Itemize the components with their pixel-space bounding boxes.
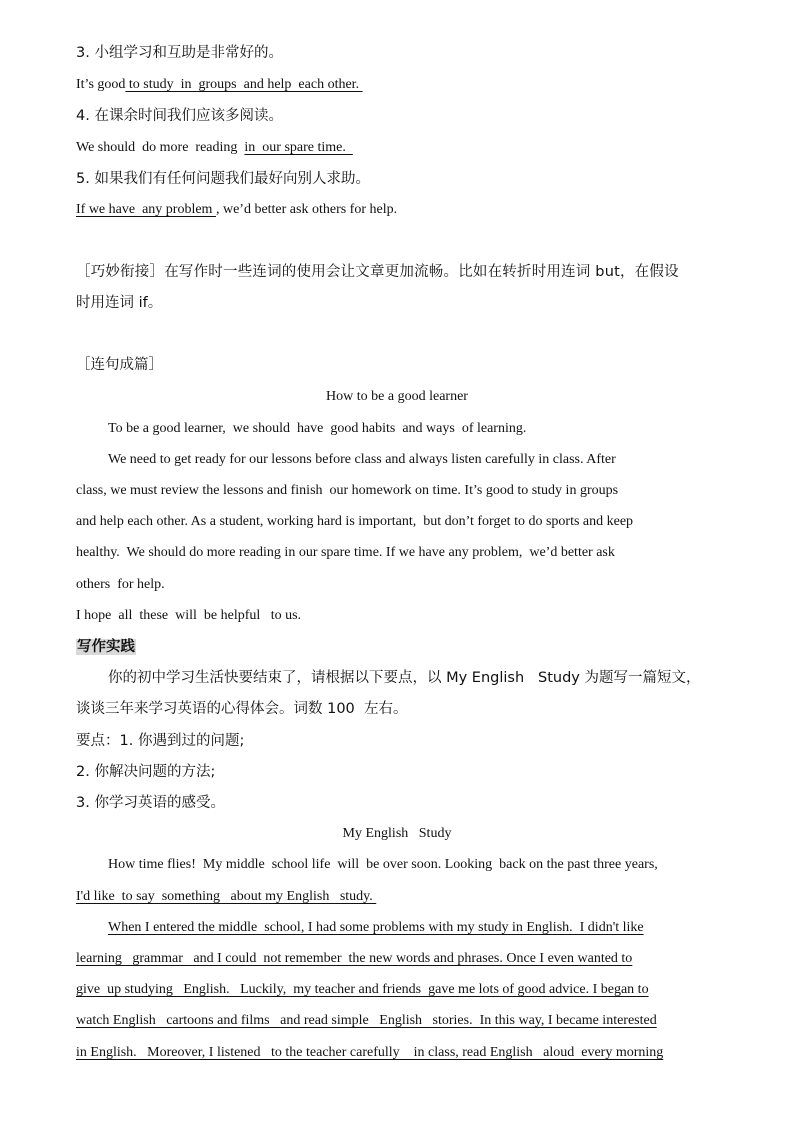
lianju-paragraph-2-line-1: We need to get ready for our lessons before class and always listen carefully in class. After [108, 452, 616, 467]
practice-point-2: 2. 你解决问题的方法; [76, 764, 216, 780]
lianju-paragraph-3: I hope all these will be helpful to us. [76, 608, 302, 623]
lianju-heading: ［连句成篇］ [76, 357, 163, 373]
tip-line-1: ［巧妙衔接］在写作时一些连词的使用会让文章更加流畅。比如在转折时用连词 but，在假设 [76, 264, 679, 280]
essay-paragraph-2-line-1: When I entered the middle school, I had some problems with my study in English. I didn't like [108, 920, 644, 935]
item-4-prefix: We should do more reading [76, 140, 245, 155]
item-4-chinese: 4. 在课余时间我们应该多阅读。 [76, 108, 283, 124]
item-3-english [76, 75, 363, 95]
item-4-answer: in our spare time. [244, 140, 353, 155]
essay-paragraph-1-line-2: I'd like to say something about my English study. [76, 889, 377, 904]
lianju-title: How to be a good learner [326, 389, 468, 404]
lianju-paragraph-2-line-2: class, we must review the lessons and finish our homework on time. It’s good to study in groups [76, 483, 619, 498]
essay-paragraph-2-line-5: in English. Moreover, I listened to the teacher carefully in class, read English aloud every morning [76, 1045, 664, 1060]
practice-prompt-line-2: 谈谈三年来学习英语的心得体会。词数 100 左右。 [76, 701, 408, 717]
lianju-paragraph-2-line-3: and help each other. As a student, working hard is important, but don’t forget to do sports and keep [76, 514, 634, 529]
essay-paragraph-2-line-3: give up studying English. Luckily, my teacher and friends gave me lots of good advice. I began to [76, 982, 649, 997]
lianju-paragraph-2-line-5: others for help. [76, 577, 165, 592]
item-4-english [76, 138, 353, 158]
practice-label-row [76, 637, 136, 658]
practice-point-3: 3. 你学习英语的感受。 [76, 795, 225, 811]
item-5-answer: If we have any problem [76, 202, 216, 217]
practice-point-1: 要点：1. 你遇到过的问题; [76, 733, 245, 749]
essay-title: My English Study [342, 826, 452, 841]
item-3-chinese: 3. 小组学习和互助是非常好的。 [76, 45, 283, 61]
item-3-prefix: It’s good [76, 77, 126, 92]
lianju-paragraph-1: To be a good learner, we should have good habits and ways of learning. [108, 421, 527, 436]
item-3-answer: to study in groups and help each other. [125, 77, 363, 92]
practice-label: 写作实践 [77, 639, 135, 655]
essay-paragraph-1-line-1: How time flies! My middle school life will be over soon. Looking back on the past three years, [108, 857, 658, 872]
practice-prompt-line-1: 你的初中学习生活快要结束了，请根据以下要点，以 My English Study 为题写一篇短文， [108, 670, 701, 686]
item-5-english [76, 200, 397, 220]
essay-paragraph-2-line-4: watch English cartoons and films and read simple English stories. In this way, I became interested [76, 1013, 657, 1028]
tip-line-2: 时用连词 if。 [76, 295, 163, 311]
item-5-suffix: , we’d better ask others for help. [215, 202, 398, 217]
essay-paragraph-2-line-2: learning grammar and I could not remember the new words and phrases. Once I even wanted to [76, 951, 633, 966]
item-5-chinese: 5. 如果我们有任何问题我们最好向别人求助。 [76, 171, 370, 187]
lianju-paragraph-2-line-4: healthy. We should do more reading in our spare time. If we have any problem, we’d better ask [76, 545, 615, 560]
